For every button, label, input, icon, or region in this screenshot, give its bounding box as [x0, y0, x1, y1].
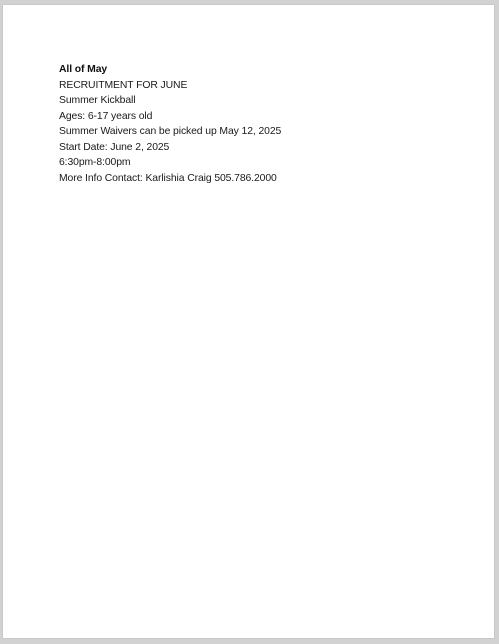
document-page — [3, 5, 494, 638]
waivers-line: Summer Waivers can be picked up May 12, 2025 — [59, 126, 282, 137]
ages-line: Ages: 6-17 years old — [59, 110, 153, 122]
recruitment-line: RECRUITMENT FOR JUNE — [59, 79, 188, 91]
announcement-text-block — [59, 62, 281, 186]
start-date-line: Start Date: June 2, 2025 — [59, 141, 170, 153]
time-line: 6:30pm-8:00pm — [59, 157, 131, 168]
program-name-line: Summer Kickball — [59, 95, 136, 106]
contact-line: More Info Contact: Karlishia Craig 505.786.2000 — [59, 172, 277, 184]
announcement-heading: All of May — [59, 64, 108, 75]
